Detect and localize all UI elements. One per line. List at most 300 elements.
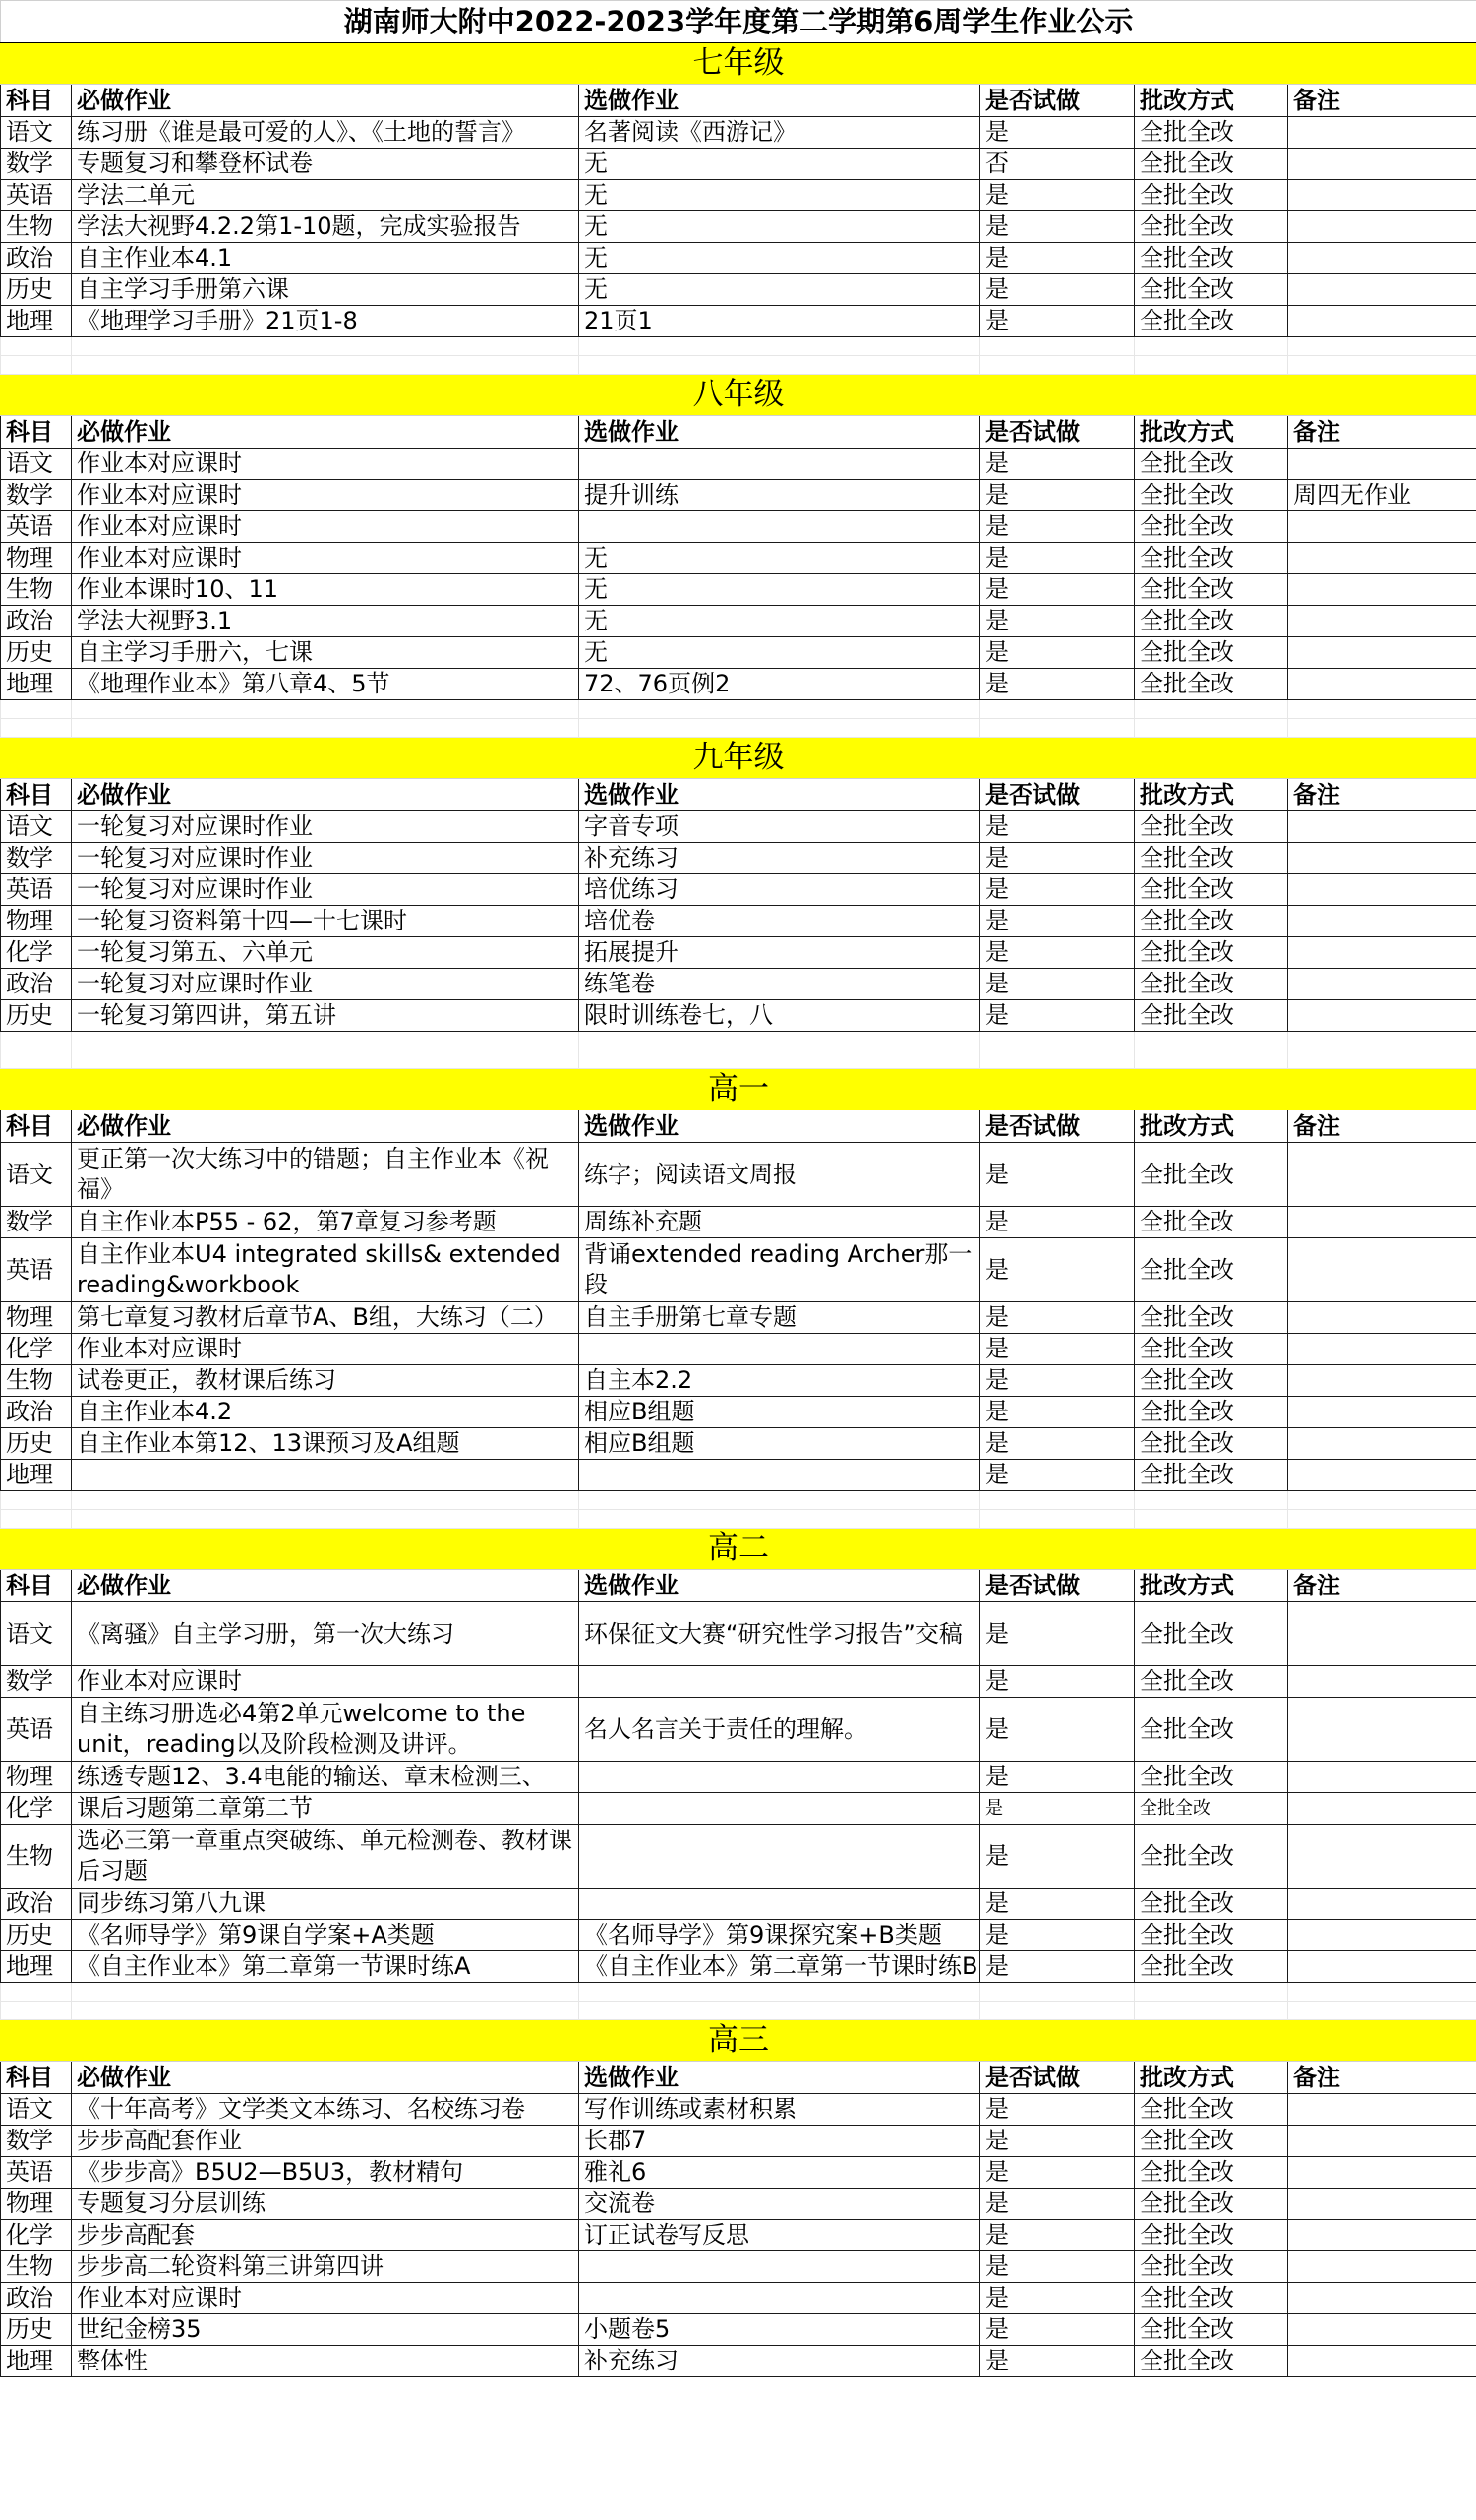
- trial-done-cell[interactable]: 是: [980, 1889, 1135, 1920]
- subject-cell[interactable]: 英语: [1, 2157, 72, 2189]
- required-homework-cell[interactable]: 自主学习手册六，七课: [72, 637, 579, 669]
- required-homework-cell[interactable]: 自主作业本第12、13课预习及A组题: [72, 1428, 579, 1460]
- column-header-trial-done[interactable]: 是否试做: [980, 779, 1135, 811]
- column-header-remark[interactable]: 备注: [1288, 779, 1476, 811]
- subject-cell[interactable]: 语文: [1, 2094, 72, 2126]
- column-header-trial-done[interactable]: 是否试做: [980, 85, 1135, 117]
- subject-cell[interactable]: 政治: [1, 1397, 72, 1428]
- grading-method-cell[interactable]: 全批全改: [1135, 1207, 1288, 1238]
- grading-method-cell[interactable]: 全批全改: [1135, 2189, 1288, 2220]
- trial-done-cell[interactable]: 是: [980, 1397, 1135, 1428]
- optional-homework-cell[interactable]: 小题卷5: [579, 2314, 980, 2346]
- trial-done-cell[interactable]: 是: [980, 1793, 1135, 1825]
- empty-cell[interactable]: [579, 1491, 980, 1510]
- required-homework-cell[interactable]: 作业本对应课时: [72, 2283, 579, 2314]
- subject-cell[interactable]: 数学: [1, 1207, 72, 1238]
- subject-cell[interactable]: 物理: [1, 1302, 72, 1334]
- subject-cell[interactable]: 生物: [1, 211, 72, 243]
- remark-cell[interactable]: [1288, 1000, 1476, 1032]
- column-header-trial-done[interactable]: 是否试做: [980, 416, 1135, 449]
- required-homework-cell[interactable]: 《十年高考》文学类文本练习、名校练习卷: [72, 2094, 579, 2126]
- remark-cell[interactable]: [1288, 1460, 1476, 1491]
- column-header-subject[interactable]: 科目: [1, 1110, 72, 1143]
- column-header-grading-method[interactable]: 批改方式: [1135, 1570, 1288, 1602]
- column-header-grading-method[interactable]: 批改方式: [1135, 1110, 1288, 1143]
- remark-cell[interactable]: [1288, 2220, 1476, 2251]
- empty-cell[interactable]: [1, 2002, 72, 2020]
- remark-cell[interactable]: [1288, 1238, 1476, 1302]
- remark-cell[interactable]: [1288, 2157, 1476, 2189]
- section-title[interactable]: 高二: [1, 1529, 1476, 1570]
- empty-cell[interactable]: [1288, 1491, 1476, 1510]
- subject-cell[interactable]: 数学: [1, 149, 72, 180]
- column-header-remark[interactable]: 备注: [1288, 416, 1476, 449]
- grading-method-cell[interactable]: 全批全改: [1135, 543, 1288, 574]
- grading-method-cell[interactable]: 全批全改: [1135, 669, 1288, 700]
- column-header-trial-done[interactable]: 是否试做: [980, 2062, 1135, 2094]
- trial-done-cell[interactable]: 是: [980, 2283, 1135, 2314]
- grading-method-cell[interactable]: 全批全改: [1135, 117, 1288, 149]
- subject-cell[interactable]: 生物: [1, 574, 72, 606]
- subject-cell[interactable]: 生物: [1, 1365, 72, 1397]
- trial-done-cell[interactable]: 是: [980, 843, 1135, 874]
- optional-homework-cell[interactable]: 无: [579, 180, 980, 211]
- required-homework-cell[interactable]: 选必三第一章重点突破练、单元检测卷、教材课后习题: [72, 1825, 579, 1889]
- optional-homework-cell[interactable]: 雅礼6: [579, 2157, 980, 2189]
- required-homework-cell[interactable]: 专题复习分层训练: [72, 2189, 579, 2220]
- trial-done-cell[interactable]: 是: [980, 2251, 1135, 2283]
- subject-cell[interactable]: 语文: [1, 449, 72, 480]
- remark-cell[interactable]: [1288, 1793, 1476, 1825]
- empty-cell[interactable]: [1135, 1983, 1288, 2002]
- trial-done-cell[interactable]: 是: [980, 1762, 1135, 1793]
- trial-done-cell[interactable]: 是: [980, 449, 1135, 480]
- subject-cell[interactable]: 英语: [1, 1698, 72, 1762]
- required-homework-cell[interactable]: 作业本对应课时: [72, 1334, 579, 1365]
- remark-cell[interactable]: [1288, 1889, 1476, 1920]
- remark-cell[interactable]: [1288, 811, 1476, 843]
- trial-done-cell[interactable]: 是: [980, 1000, 1135, 1032]
- subject-cell[interactable]: 数学: [1, 1666, 72, 1698]
- column-header-trial-done[interactable]: 是否试做: [980, 1570, 1135, 1602]
- optional-homework-cell[interactable]: 《自主作业本》第二章第一节课时练B: [579, 1951, 980, 1983]
- empty-cell[interactable]: [72, 1510, 579, 1529]
- empty-cell[interactable]: [72, 700, 579, 719]
- empty-cell[interactable]: [980, 1983, 1135, 2002]
- grading-method-cell[interactable]: 全批全改: [1135, 1302, 1288, 1334]
- trial-done-cell[interactable]: 是: [980, 1602, 1135, 1666]
- empty-cell[interactable]: [1135, 337, 1288, 356]
- required-homework-cell[interactable]: 《自主作业本》第二章第一节课时练A: [72, 1951, 579, 1983]
- required-homework-cell[interactable]: 学法二单元: [72, 180, 579, 211]
- remark-cell[interactable]: [1288, 274, 1476, 306]
- optional-homework-cell[interactable]: [579, 1793, 980, 1825]
- column-header-subject[interactable]: 科目: [1, 2062, 72, 2094]
- grading-method-cell[interactable]: 全批全改: [1135, 1428, 1288, 1460]
- optional-homework-cell[interactable]: 21页1: [579, 306, 980, 337]
- section-title[interactable]: 七年级: [1, 43, 1476, 85]
- optional-homework-cell[interactable]: 自主手册第七章专题: [579, 1302, 980, 1334]
- empty-cell[interactable]: [72, 2002, 579, 2020]
- required-homework-cell[interactable]: 《离骚》自主学习册，第一次大练习: [72, 1602, 579, 1666]
- empty-cell[interactable]: [980, 719, 1135, 738]
- optional-homework-cell[interactable]: 字音专项: [579, 811, 980, 843]
- optional-homework-cell[interactable]: 无: [579, 574, 980, 606]
- remark-cell[interactable]: [1288, 543, 1476, 574]
- remark-cell[interactable]: [1288, 2314, 1476, 2346]
- optional-homework-cell[interactable]: 培优练习: [579, 874, 980, 906]
- remark-cell[interactable]: [1288, 574, 1476, 606]
- remark-cell[interactable]: [1288, 2189, 1476, 2220]
- empty-cell[interactable]: [1, 337, 72, 356]
- trial-done-cell[interactable]: 是: [980, 1207, 1135, 1238]
- grading-method-cell[interactable]: 全批全改: [1135, 874, 1288, 906]
- remark-cell[interactable]: [1288, 1762, 1476, 1793]
- trial-done-cell[interactable]: 是: [980, 969, 1135, 1000]
- optional-homework-cell[interactable]: [579, 1460, 980, 1491]
- optional-homework-cell[interactable]: 无: [579, 274, 980, 306]
- grading-method-cell[interactable]: 全批全改: [1135, 2346, 1288, 2377]
- empty-cell[interactable]: [980, 1032, 1135, 1050]
- required-homework-cell[interactable]: [72, 1460, 579, 1491]
- subject-cell[interactable]: 政治: [1, 2283, 72, 2314]
- required-homework-cell[interactable]: 作业本课时10、11: [72, 574, 579, 606]
- grading-method-cell[interactable]: 全批全改: [1135, 1460, 1288, 1491]
- grading-method-cell[interactable]: 全批全改: [1135, 843, 1288, 874]
- trial-done-cell[interactable]: 是: [980, 937, 1135, 969]
- optional-homework-cell[interactable]: 培优卷: [579, 906, 980, 937]
- empty-cell[interactable]: [1288, 1050, 1476, 1069]
- section-title[interactable]: 八年级: [1, 375, 1476, 416]
- remark-cell[interactable]: [1288, 1698, 1476, 1762]
- required-homework-cell[interactable]: 作业本对应课时: [72, 543, 579, 574]
- grading-method-cell[interactable]: 全批全改: [1135, 906, 1288, 937]
- empty-cell[interactable]: [980, 337, 1135, 356]
- column-header-optional-homework[interactable]: 选做作业: [579, 1570, 980, 1602]
- subject-cell[interactable]: 物理: [1, 906, 72, 937]
- grading-method-cell[interactable]: 全批全改: [1135, 637, 1288, 669]
- required-homework-cell[interactable]: 第七章复习教材后章节A、B组，大练习（二）: [72, 1302, 579, 1334]
- remark-cell[interactable]: 周四无作业: [1288, 480, 1476, 511]
- required-homework-cell[interactable]: 学法大视野4.2.2第1-10题，完成实验报告: [72, 211, 579, 243]
- subject-cell[interactable]: 化学: [1, 1334, 72, 1365]
- empty-cell[interactable]: [579, 1050, 980, 1069]
- trial-done-cell[interactable]: 是: [980, 874, 1135, 906]
- subject-cell[interactable]: 语文: [1, 1602, 72, 1666]
- required-homework-cell[interactable]: 一轮复习对应课时作业: [72, 969, 579, 1000]
- optional-homework-cell[interactable]: 无: [579, 637, 980, 669]
- trial-done-cell[interactable]: 是: [980, 1365, 1135, 1397]
- trial-done-cell[interactable]: 是: [980, 2220, 1135, 2251]
- trial-done-cell[interactable]: 是: [980, 574, 1135, 606]
- empty-cell[interactable]: [1288, 337, 1476, 356]
- remark-cell[interactable]: [1288, 117, 1476, 149]
- optional-homework-cell[interactable]: 写作训练或素材积累: [579, 2094, 980, 2126]
- empty-cell[interactable]: [579, 700, 980, 719]
- grading-method-cell[interactable]: 全批全改: [1135, 574, 1288, 606]
- remark-cell[interactable]: [1288, 2251, 1476, 2283]
- grading-method-cell[interactable]: 全批全改: [1135, 480, 1288, 511]
- empty-cell[interactable]: [72, 1983, 579, 2002]
- required-homework-cell[interactable]: 一轮复习对应课时作业: [72, 874, 579, 906]
- subject-cell[interactable]: 历史: [1, 1920, 72, 1951]
- subject-cell[interactable]: 地理: [1, 306, 72, 337]
- empty-cell[interactable]: [579, 1510, 980, 1529]
- grading-method-cell[interactable]: 全批全改: [1135, 2314, 1288, 2346]
- subject-cell[interactable]: 历史: [1, 1000, 72, 1032]
- subject-cell[interactable]: 政治: [1, 1889, 72, 1920]
- remark-cell[interactable]: [1288, 2126, 1476, 2157]
- column-header-remark[interactable]: 备注: [1288, 85, 1476, 117]
- required-homework-cell[interactable]: 学法大视野3.1: [72, 606, 579, 637]
- trial-done-cell[interactable]: 是: [980, 1460, 1135, 1491]
- grading-method-cell[interactable]: 全批全改: [1135, 1889, 1288, 1920]
- grading-method-cell[interactable]: 全批全改: [1135, 2157, 1288, 2189]
- optional-homework-cell[interactable]: 无: [579, 606, 980, 637]
- trial-done-cell[interactable]: 是: [980, 637, 1135, 669]
- empty-cell[interactable]: [579, 337, 980, 356]
- empty-cell[interactable]: [72, 1491, 579, 1510]
- empty-cell[interactable]: [1135, 2002, 1288, 2020]
- remark-cell[interactable]: [1288, 2094, 1476, 2126]
- optional-homework-cell[interactable]: 限时训练卷七，八: [579, 1000, 980, 1032]
- empty-cell[interactable]: [980, 1510, 1135, 1529]
- grading-method-cell[interactable]: 全批全改: [1135, 1793, 1288, 1825]
- grading-method-cell[interactable]: 全批全改: [1135, 274, 1288, 306]
- optional-homework-cell[interactable]: 名著阅读《西游记》: [579, 117, 980, 149]
- grading-method-cell[interactable]: 全批全改: [1135, 2126, 1288, 2157]
- optional-homework-cell[interactable]: 无: [579, 243, 980, 274]
- empty-cell[interactable]: [1288, 1032, 1476, 1050]
- grading-method-cell[interactable]: 全批全改: [1135, 149, 1288, 180]
- trial-done-cell[interactable]: 是: [980, 1302, 1135, 1334]
- optional-homework-cell[interactable]: 长郡7: [579, 2126, 980, 2157]
- trial-done-cell[interactable]: 是: [980, 2094, 1135, 2126]
- remark-cell[interactable]: [1288, 606, 1476, 637]
- subject-cell[interactable]: 历史: [1, 274, 72, 306]
- empty-cell[interactable]: [1, 1050, 72, 1069]
- empty-cell[interactable]: [579, 1983, 980, 2002]
- optional-homework-cell[interactable]: 订正试卷写反思: [579, 2220, 980, 2251]
- subject-cell[interactable]: 数学: [1, 843, 72, 874]
- subject-cell[interactable]: 生物: [1, 1825, 72, 1889]
- grading-method-cell[interactable]: 全批全改: [1135, 243, 1288, 274]
- remark-cell[interactable]: [1288, 637, 1476, 669]
- empty-cell[interactable]: [1288, 2002, 1476, 2020]
- empty-cell[interactable]: [1135, 1491, 1288, 1510]
- grading-method-cell[interactable]: 全批全改: [1135, 2220, 1288, 2251]
- optional-homework-cell[interactable]: [579, 511, 980, 543]
- required-homework-cell[interactable]: 步步高配套作业: [72, 2126, 579, 2157]
- optional-homework-cell[interactable]: 练笔卷: [579, 969, 980, 1000]
- column-header-remark[interactable]: 备注: [1288, 2062, 1476, 2094]
- required-homework-cell[interactable]: 自主作业本U4 integrated skills& extended reading&workbook: [72, 1238, 579, 1302]
- optional-homework-cell[interactable]: 自主本2.2: [579, 1365, 980, 1397]
- trial-done-cell[interactable]: 是: [980, 2157, 1135, 2189]
- remark-cell[interactable]: [1288, 969, 1476, 1000]
- trial-done-cell[interactable]: 是: [980, 2126, 1135, 2157]
- grading-method-cell[interactable]: 全批全改: [1135, 1698, 1288, 1762]
- subject-cell[interactable]: 数学: [1, 2126, 72, 2157]
- required-homework-cell[interactable]: 步步高配套: [72, 2220, 579, 2251]
- grading-method-cell[interactable]: 全批全改: [1135, 1666, 1288, 1698]
- subject-cell[interactable]: 英语: [1, 874, 72, 906]
- required-homework-cell[interactable]: 自主作业本4.1: [72, 243, 579, 274]
- remark-cell[interactable]: [1288, 1602, 1476, 1666]
- required-homework-cell[interactable]: 试卷更正，教材课后练习: [72, 1365, 579, 1397]
- column-header-subject[interactable]: 科目: [1, 779, 72, 811]
- remark-cell[interactable]: [1288, 906, 1476, 937]
- grading-method-cell[interactable]: 全批全改: [1135, 1397, 1288, 1428]
- grading-method-cell[interactable]: 全批全改: [1135, 811, 1288, 843]
- subject-cell[interactable]: 语文: [1, 117, 72, 149]
- column-header-subject[interactable]: 科目: [1, 85, 72, 117]
- subject-cell[interactable]: 地理: [1, 669, 72, 700]
- remark-cell[interactable]: [1288, 211, 1476, 243]
- empty-cell[interactable]: [1, 1983, 72, 2002]
- grading-method-cell[interactable]: 全批全改: [1135, 1825, 1288, 1889]
- optional-homework-cell[interactable]: 提升训练: [579, 480, 980, 511]
- empty-cell[interactable]: [72, 1032, 579, 1050]
- trial-done-cell[interactable]: 是: [980, 2189, 1135, 2220]
- empty-cell[interactable]: [1, 700, 72, 719]
- subject-cell[interactable]: 英语: [1, 1238, 72, 1302]
- subject-cell[interactable]: 地理: [1, 1951, 72, 1983]
- required-homework-cell[interactable]: 作业本对应课时: [72, 511, 579, 543]
- grading-method-cell[interactable]: 全批全改: [1135, 1334, 1288, 1365]
- empty-cell[interactable]: [1135, 1510, 1288, 1529]
- grading-method-cell[interactable]: 全批全改: [1135, 1920, 1288, 1951]
- remark-cell[interactable]: [1288, 1302, 1476, 1334]
- empty-cell[interactable]: [72, 356, 579, 375]
- empty-cell[interactable]: [1135, 1050, 1288, 1069]
- optional-homework-cell[interactable]: 《名师导学》第9课探究案+B类题: [579, 1920, 980, 1951]
- optional-homework-cell[interactable]: [579, 1825, 980, 1889]
- grading-method-cell[interactable]: 全批全改: [1135, 511, 1288, 543]
- empty-cell[interactable]: [980, 356, 1135, 375]
- remark-cell[interactable]: [1288, 511, 1476, 543]
- trial-done-cell[interactable]: 是: [980, 1825, 1135, 1889]
- remark-cell[interactable]: [1288, 1397, 1476, 1428]
- empty-cell[interactable]: [579, 719, 980, 738]
- trial-done-cell[interactable]: 是: [980, 606, 1135, 637]
- trial-done-cell[interactable]: 是: [980, 1698, 1135, 1762]
- empty-cell[interactable]: [980, 1491, 1135, 1510]
- required-homework-cell[interactable]: 一轮复习对应课时作业: [72, 843, 579, 874]
- column-header-required-homework[interactable]: 必做作业: [72, 1570, 579, 1602]
- empty-cell[interactable]: [1, 719, 72, 738]
- empty-cell[interactable]: [72, 1050, 579, 1069]
- empty-cell[interactable]: [1288, 1983, 1476, 2002]
- trial-done-cell[interactable]: 是: [980, 117, 1135, 149]
- remark-cell[interactable]: [1288, 1143, 1476, 1207]
- trial-done-cell[interactable]: 是: [980, 180, 1135, 211]
- required-homework-cell[interactable]: 自主作业本4.2: [72, 1397, 579, 1428]
- remark-cell[interactable]: [1288, 937, 1476, 969]
- column-header-subject[interactable]: 科目: [1, 416, 72, 449]
- optional-homework-cell[interactable]: 拓展提升: [579, 937, 980, 969]
- subject-cell[interactable]: 地理: [1, 2346, 72, 2377]
- required-homework-cell[interactable]: 作业本对应课时: [72, 449, 579, 480]
- column-header-grading-method[interactable]: 批改方式: [1135, 85, 1288, 117]
- optional-homework-cell[interactable]: [579, 2283, 980, 2314]
- trial-done-cell[interactable]: 是: [980, 2314, 1135, 2346]
- remark-cell[interactable]: [1288, 1951, 1476, 1983]
- section-title[interactable]: 九年级: [1, 738, 1476, 779]
- column-header-subject[interactable]: 科目: [1, 1570, 72, 1602]
- subject-cell[interactable]: 语文: [1, 811, 72, 843]
- grading-method-cell[interactable]: 全批全改: [1135, 937, 1288, 969]
- required-homework-cell[interactable]: 一轮复习对应课时作业: [72, 811, 579, 843]
- empty-cell[interactable]: [1135, 356, 1288, 375]
- optional-homework-cell[interactable]: [579, 1762, 980, 1793]
- required-homework-cell[interactable]: 课后习题第二章第二节: [72, 1793, 579, 1825]
- trial-done-cell[interactable]: 是: [980, 1334, 1135, 1365]
- column-header-required-homework[interactable]: 必做作业: [72, 2062, 579, 2094]
- empty-cell[interactable]: [1, 356, 72, 375]
- required-homework-cell[interactable]: 自主学习手册第六课: [72, 274, 579, 306]
- grading-method-cell[interactable]: 全批全改: [1135, 1143, 1288, 1207]
- grading-method-cell[interactable]: 全批全改: [1135, 2251, 1288, 2283]
- optional-homework-cell[interactable]: 无: [579, 149, 980, 180]
- required-homework-cell[interactable]: 专题复习和攀登杯试卷: [72, 149, 579, 180]
- subject-cell[interactable]: 生物: [1, 2251, 72, 2283]
- trial-done-cell[interactable]: 是: [980, 211, 1135, 243]
- trial-done-cell[interactable]: 是: [980, 480, 1135, 511]
- required-homework-cell[interactable]: 《名师导学》第9课自学案+A类题: [72, 1920, 579, 1951]
- grading-method-cell[interactable]: 全批全改: [1135, 211, 1288, 243]
- empty-cell[interactable]: [1288, 1510, 1476, 1529]
- subject-cell[interactable]: 地理: [1, 1460, 72, 1491]
- remark-cell[interactable]: [1288, 449, 1476, 480]
- trial-done-cell[interactable]: 是: [980, 1428, 1135, 1460]
- optional-homework-cell[interactable]: 72、76页例2: [579, 669, 980, 700]
- remark-cell[interactable]: [1288, 1334, 1476, 1365]
- subject-cell[interactable]: 英语: [1, 511, 72, 543]
- empty-cell[interactable]: [1288, 700, 1476, 719]
- grading-method-cell[interactable]: 全批全改: [1135, 180, 1288, 211]
- remark-cell[interactable]: [1288, 306, 1476, 337]
- subject-cell[interactable]: 化学: [1, 937, 72, 969]
- trial-done-cell[interactable]: 是: [980, 811, 1135, 843]
- trial-done-cell[interactable]: 是: [980, 1238, 1135, 1302]
- grading-method-cell[interactable]: 全批全改: [1135, 1951, 1288, 1983]
- remark-cell[interactable]: [1288, 874, 1476, 906]
- subject-cell[interactable]: 政治: [1, 969, 72, 1000]
- required-homework-cell[interactable]: 练透专题12、3.4电能的输送、章末检测三、: [72, 1762, 579, 1793]
- column-header-required-homework[interactable]: 必做作业: [72, 416, 579, 449]
- optional-homework-cell[interactable]: 周练补充题: [579, 1207, 980, 1238]
- remark-cell[interactable]: [1288, 1825, 1476, 1889]
- grading-method-cell[interactable]: 全批全改: [1135, 606, 1288, 637]
- optional-homework-cell[interactable]: 相应B组题: [579, 1397, 980, 1428]
- column-header-optional-homework[interactable]: 选做作业: [579, 779, 980, 811]
- optional-homework-cell[interactable]: [579, 449, 980, 480]
- trial-done-cell[interactable]: 是: [980, 1920, 1135, 1951]
- subject-cell[interactable]: 物理: [1, 1762, 72, 1793]
- optional-homework-cell[interactable]: [579, 1666, 980, 1698]
- remark-cell[interactable]: [1288, 669, 1476, 700]
- column-header-optional-homework[interactable]: 选做作业: [579, 1110, 980, 1143]
- column-header-grading-method[interactable]: 批改方式: [1135, 2062, 1288, 2094]
- trial-done-cell[interactable]: 是: [980, 669, 1135, 700]
- empty-cell[interactable]: [1135, 719, 1288, 738]
- grading-method-cell[interactable]: 全批全改: [1135, 2283, 1288, 2314]
- grading-method-cell[interactable]: 全批全改: [1135, 2094, 1288, 2126]
- required-homework-cell[interactable]: 练习册《谁是最可爱的人》、《土地的誓言》: [72, 117, 579, 149]
- required-homework-cell[interactable]: 整体性: [72, 2346, 579, 2377]
- trial-done-cell[interactable]: 是: [980, 274, 1135, 306]
